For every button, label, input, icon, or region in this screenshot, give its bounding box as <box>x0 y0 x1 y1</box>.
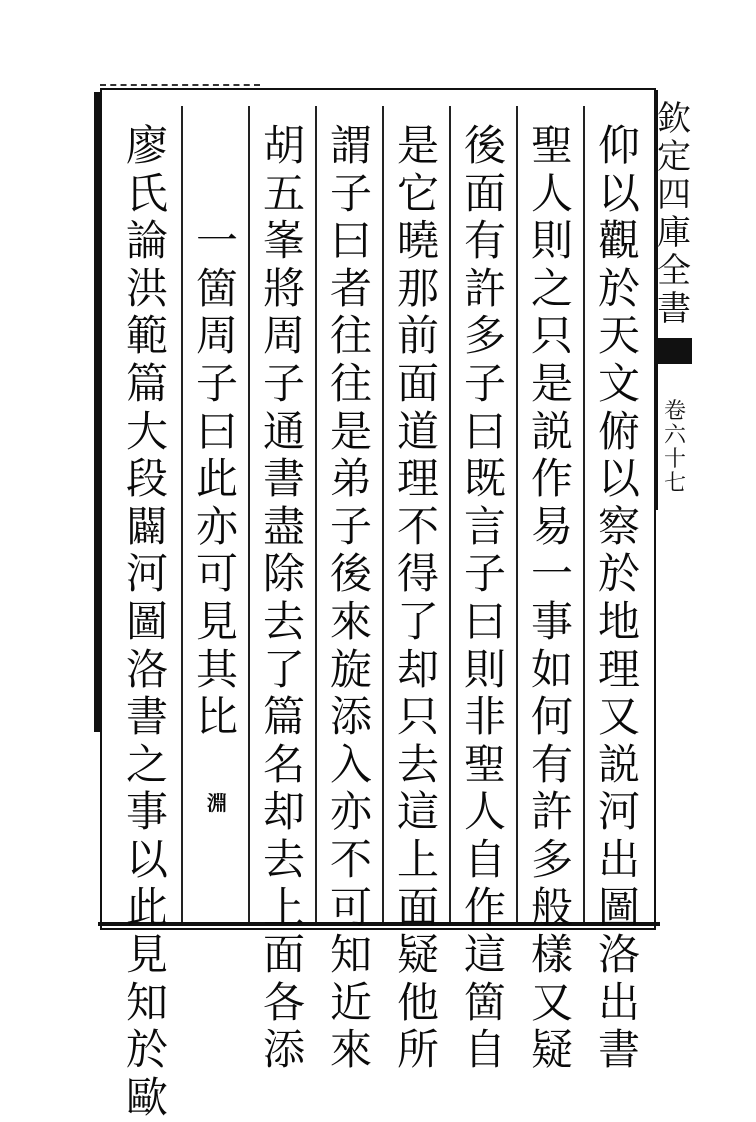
frame-top-mark <box>100 84 260 88</box>
margin-book-title: 欽定四庫全書 <box>657 99 691 329</box>
text-column-8: 廖氏論洪範篇大段闢河圖洛書之事以此見知於歐 <box>125 121 168 1122</box>
column-separator <box>248 106 250 922</box>
text-column-7-main: 一箇周子曰此亦可見其比 <box>195 216 238 742</box>
annotation-note: 淵 <box>207 791 227 816</box>
text-column-2: 聖人則之只是説作易一事如何有許多般樣又疑 <box>530 121 573 1075</box>
column-separator <box>382 106 384 922</box>
text-column-5: 謂子曰者往往是弟子後來旋添入亦不可知近來 <box>329 121 372 1075</box>
column-separator <box>516 106 518 922</box>
text-column-4: 是它曉那前面道理不得了却只去這上面疑他所 <box>396 121 439 1075</box>
text-column-7 <box>188 122 246 862</box>
frame-left-border <box>94 92 102 732</box>
fish-tail-mark <box>654 338 692 364</box>
text-column-1: 仰以觀於天文俯以察於地理又説河出圖洛出書 <box>597 121 640 1075</box>
column-separator <box>449 106 451 922</box>
column-separator <box>583 106 585 922</box>
column-separator <box>181 106 183 922</box>
text-column-6: 胡五峯將周子通書盡除去了篇名却去上面各添 <box>262 121 305 1075</box>
column-separator <box>315 106 317 922</box>
text-column-3: 後面有許多子曰既言子曰則非聖人自作這箇自 <box>463 121 506 1075</box>
margin-volume-number: 卷六十七 <box>663 399 686 496</box>
